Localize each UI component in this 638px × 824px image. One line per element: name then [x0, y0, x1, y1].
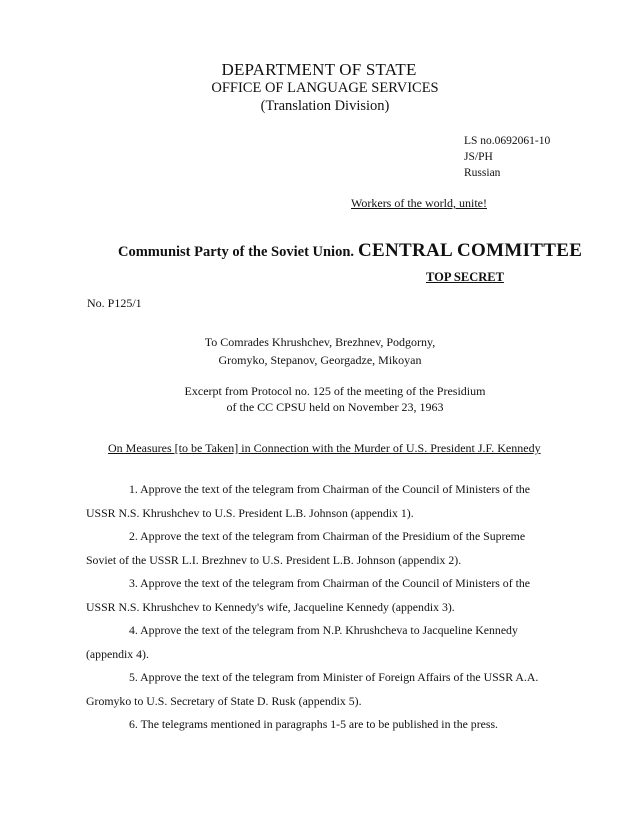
list-item — [86, 478, 566, 525]
classification-label: TOP SECRET — [426, 270, 504, 284]
motto: Workers of the world, unite! — [351, 196, 487, 210]
item-line-second: USSR N.S. Khrushchev to Kennedy's wife, Jacqueline Kennedy (appendix 3). — [86, 599, 455, 614]
list-item — [86, 525, 566, 572]
item-line-first: 1. Approve the text of the telegram from Chairman of the Council of Ministers of the — [129, 482, 530, 496]
protocol-excerpt — [160, 383, 510, 415]
excerpt-line-2: of the CC CPSU held on November 23, 1963 — [226, 400, 444, 414]
item-line-first: 2. Approve the text of the telegram from Chairman of the Presidium of the Supreme — [129, 529, 526, 543]
item-line-second: (appendix 4). — [86, 646, 149, 661]
item-line-first: 3. Approve the text of the telegram from Chairman of the Council of Ministers of the — [129, 576, 530, 590]
list-item — [86, 666, 566, 713]
recipients — [150, 333, 490, 369]
recipients-line-2: Gromyko, Stepanov, Georgadze, Mikoyan — [218, 353, 422, 367]
ls-number: LS no.0692061-10 — [464, 135, 551, 147]
item-line-second: USSR N.S. Khrushchev to U.S. President L.B. Johnson (appendix 1). — [86, 505, 414, 520]
item-line-first: 6. The telegrams mentioned in paragraphs 1-5 are to be published in the press. — [129, 717, 498, 731]
item-line-second: Soviet of the USSR L.I. Brezhnev to U.S. President L.B. Johnson (appendix 2). — [86, 552, 462, 567]
party-heading — [118, 240, 582, 262]
office-heading: OFFICE OF LANGUAGE SERVICES — [211, 80, 439, 96]
resolution-items — [86, 478, 566, 737]
document-number: No. P125/1 — [87, 296, 142, 310]
list-item — [86, 572, 566, 619]
central-committee-title: CENTRAL COMMITTEE — [358, 240, 583, 261]
item-line-first: 5. Approve the text of the telegram from Minister of Foreign Affairs of the USSR A.A. — [129, 670, 539, 684]
list-item — [86, 619, 566, 666]
department-heading: DEPARTMENT OF STATE — [221, 60, 417, 79]
party-name: Communist Party of the Soviet Union. — [118, 244, 355, 260]
list-item — [86, 713, 566, 737]
item-line-second: Gromyko to U.S. Secretary of State D. Rusk (appendix 5). — [86, 693, 362, 708]
language: Russian — [464, 167, 501, 179]
recipients-line-1: To Comrades Khrushchev, Brezhnev, Podgorny, — [204, 335, 436, 349]
division-heading: (Translation Division) — [260, 98, 390, 114]
reference-block — [464, 133, 550, 181]
initials: JS/PH — [464, 151, 493, 163]
subject-heading: On Measures [to be Taken] in Connection with the Murder of U.S. President J.F. Kennedy — [108, 441, 541, 455]
item-line-first: 4. Approve the text of the telegram from N.P. Khrushcheva to Jacqueline Kennedy — [129, 623, 518, 637]
excerpt-line-1: Excerpt from Protocol no. 125 of the meeting of the Presidium — [184, 384, 486, 398]
